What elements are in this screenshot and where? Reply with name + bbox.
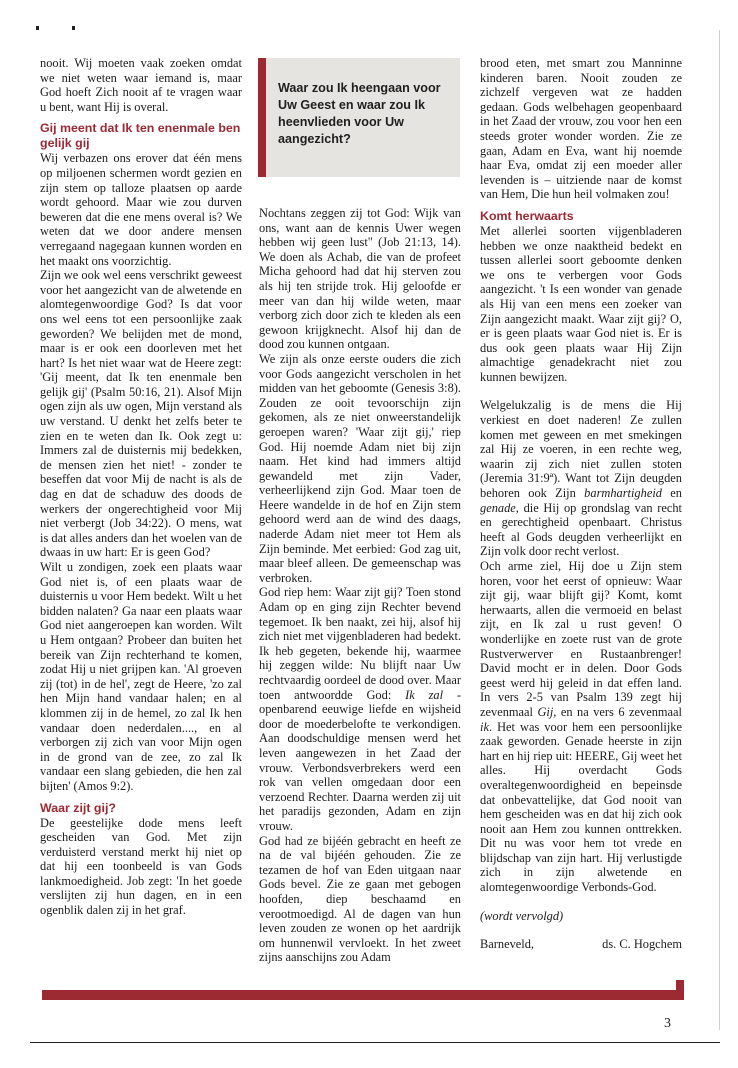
column-right [480, 56, 682, 952]
paragraph [480, 559, 682, 895]
column-left [40, 56, 242, 918]
emphasis: genade [480, 500, 516, 515]
paragraph: brood eten, met smart zou Manninne kinderen baren. Nooit zouden ze zichzelf vergeven wat ze hadden gedaan. Gods welbehagen geopenbaard in het Zaad der vrouw, zou voor hen een steeds groter wonder worden. Zie ze gaan, Adam en Eva, want hij noemde haar Eva, omdat zij een moeder aller levenden is – uitziende naar de komst van Hem, Die hun heil volmaken zou! [480, 56, 682, 202]
section-heading: Komt herwaarts [480, 208, 574, 223]
paragraph: Wilt u zondigen, zoek een plaats waar God niet is, of een plaats waar de duisternis u voor Hem bedekt. Wilt u het bidden nalaten? Ga naar een plaats waar God niet aangeroepen kan worden. Wilt u Hem ontgaan? Probeer dan buiten het bereik van Zijn rechterhand te komen, zodat Hij u niet grijpen kan. 'Al groeven zij (tot) in de hel', zegt de Heere, 'zo zal hen Mijn hand vandaar halen; en al klommen zij in de hemel, zo zal Ik hen vandaar doen nederdalen...., en al verborgen zij zich van voor Mijn ogen in de grond van de zee, zo zal Ik vandaar een slang gebieden, die hen zal bijten' (Amos 9:2). [40, 560, 242, 793]
footer-accent-bar [42, 990, 684, 1000]
text-run: . Het was voor hem een persoonlijke zaak geworden. Genade heerste in zijn hart en hij riep uit: HEERE, Gij weet het alles. Hij overdacht Gods overaltegenwoordigheid en bepeinsde dat onbevattelijke, dat God nooit van hem gescheiden was en dat hij zich ook nooit aan Hem zou kunnen onttrekken. Dit nu was voor hem tot vrede en blijdschap van zijn hart. Hij verlustigde zich in zijn alwetende en alomtegenwoordige Verbonds-God. [480, 719, 682, 895]
paragraph-gap [480, 384, 682, 398]
paragraph: Wij verbazen ons erover dat één mens op miljoenen schermen wordt gezien en zijn stem op talloze plaatsen op aarde wordt gehoord. Maar wie zou durven beweren dat die ene mens overal is? We weten dat we door andere mensen verregaand nagegaan kunnen worden en het maakt ons voorzichtig. [40, 151, 242, 268]
emphasis: barmhartigheid [584, 486, 662, 501]
page-edge-rule [719, 30, 720, 1030]
emphasis: Gij [537, 704, 554, 719]
text-run: , en na vers 6 zevenmaal [553, 704, 682, 719]
to-be-continued-text: (wordt vervolgd) [480, 908, 564, 923]
paragraph: We zijn als onze eerste ouders die zich voor Gods aangezicht verscholen in het midden van het geboomte (Genesis 3:8). Zouden ze ooit tevoorschijn zijn gekomen, als ze niet onweerstandelijk geroepen waren? 'Waar zijt gij,' riep God. Hij noemde Adam niet bij zijn naam. Het kind had immers altijd gewandeld met zijn Vader, verheerlijkend zijn God. Maar toen de Heere wandelde in de hof en Zijn stem gehoord werd aan de wind des daags, naderde Adam niet meer tot Hem als Zijn beminde. Met eerbied: God zag uit, maar bleef alleen. De gemeenschap was verbroken. [259, 351, 461, 585]
paragraph-gap [480, 923, 682, 937]
pull-quote-accent-bar [258, 58, 266, 177]
corner-mark [36, 26, 39, 30]
footer-bar-tip [676, 980, 684, 1000]
pull-quote-box [258, 58, 460, 177]
text-run: - openbarend eeuwige liefde en wijsheid door de moederbelofte te verkondigen. Aan doodschuldige mensen werd het leven aangewezen in het Zaad der vrouw. Verbondsverbrekers werd een rok van vellen omgedaan door een verzoend Rechter. Daarna werden zij uit het paradijs gezonden, Adam en zijn vrouw. [259, 687, 461, 833]
paragraph: Nochtans zeggen zij tot God: Wijk van ons, want aan de kennis Uwer wegen hebben wij geen lust" (Job 21:13, 14). We doen als Achab, die van de profeet Micha gehoord had dat hij sterven zou als hij ten strijde trok. Hij geloofde er meer van dan hij wilde weten, maar verborg zich door zich te kleden als een gewoon krijgknecht. Alsof hij dan de dood zou kunnen ontgaan. [259, 206, 461, 352]
paragraph-gap [480, 895, 682, 909]
signature-place: Barneveld, [480, 937, 535, 952]
to-be-continued [480, 909, 682, 924]
page-number: 3 [664, 1016, 671, 1031]
emphasis: Ik zal [405, 687, 444, 702]
text-run: en [661, 486, 683, 501]
text-run: Welgelukzalig is de mens die Hij verkiest en doet naderen! Ze zullen komen met geween en met smekingen zal Hij ze voeren, in een rechte weg, waarin zij zich niet zullen stoten (Jeremia 31:9ª). Want tot Zijn deugden behoren ook Zijn [480, 398, 682, 501]
text-run: God riep hem: Waar zijt gij? Toen stond Adam op en ging zijn Rechter bevend tegemoet. Ik ben naakt, zei hij, alsof hij zich niet met vijgenbladeren had bedekt. Ik heb gegeten, bekende hij, waarmee hij zeggen wilde: Nu blijft naar Uw rechtvaardig oordeel de dood over. Maar toen antwoordde God: [259, 585, 461, 702]
paragraph: De geestelijke dode mens leeft gescheiden van God. Met zijn verduisterd verstand merkt hij niet op dat hij een toonbeeld is van Gods lankmoedigheid. Job zegt: 'In het goede verslijten zij hun dagen, en in een ogenblik dalen zij in het graf. [40, 815, 242, 918]
corner-mark [72, 26, 75, 30]
paragraph [259, 585, 461, 833]
signature-author: ds. C. Hogchem [602, 937, 682, 952]
paragraph: Met allerlei soorten vijgenbladeren hebben we onze naaktheid bedekt en tussen allerlei soort geboomte denken we ons te verbergen voor Gods aangezicht. 't Is een wonder van genade als Hij van een mens een zoeker van Zijn aangezicht maakt. Waar zijt gij? O, er is geen plaats waar God niet is. Er is dus ook geen plaats waar Hij Zijn almachtige genadekracht niet zou kunnen bewijzen. [480, 223, 682, 384]
page-bottom-rule [30, 1042, 720, 1043]
text-run: , die Hij op grondslag van recht en gerechtigheid openbaart. Christus heeft al Gods deugden verheerlijkt en Zijn volk door recht verlost. [480, 500, 682, 559]
section-heading: Gij meent dat Ik ten enenmale ben gelijk gij [40, 121, 241, 151]
paragraph: nooit. Wij moeten vaak zoeken omdat we niet weten waar iemand is, maar God hoeft Zich nooit af te vragen waar u bent, want Hij is overal. [40, 56, 242, 114]
text-run: Och arme ziel, Hij doe u Zijn stem horen, voor het eerst of opnieuw: Waar zijt gij, waar blijft gij? Komt, komt herwaarts, allen die vermoeid en belast zijt, en Ik zal u rust geven! O wonderlijke en zoete rust van de grote Rustverwerver en Rustaanbrenger! David mocht er in delen. Door Gods geest werd hij geleid in dat effen land. In vers 2-5 van Psalm 139 zegt hij zevenmaal [480, 559, 682, 719]
column-middle [259, 206, 461, 965]
pull-quote-text: Waar zou Ik heengaan voor Uw Geest en waar zou Ik heenvlieden voor Uw aangezicht? [278, 81, 441, 146]
emphasis: ik [480, 719, 489, 734]
paragraph: Zijn we ook wel eens verschrikt geweest voor het aangezicht van de alwetende en alomtegenwoordige God? Is dat voor ons wel eens tot een persoonlijke zaak geworden? We belijden met de mond, maar is er ook een doorleven met het hart? Is het niet waar wat de Heere zegt: 'Gij meent, dat Ik ten enenmale ben gelijk gij' (Psalm 50:16, 21). Alsof Mijn ogen zijn als uw ogen, Mijn verstand als uw verstand. U denkt het zelfs beter te zien en te weten dan Ik. Ook zegt u: Immers zal de duisternis mij bedekken, de mensen zien het niet! - zonder te beseffen dat voor Mij de nacht is als de dag en dat de schaduw des doods de werkers der ongerechtigheid voor Mij niet verbergt (Job 34:22). O mens, wat is dat alles anders dan het woelen van de dwaas in uw hart: Er is geen God? [40, 268, 242, 560]
signature-row [480, 937, 682, 952]
paragraph [480, 398, 682, 559]
section-heading: Waar zijt gij? [40, 800, 116, 815]
paragraph: God had ze bijéén gebracht en heeft ze na de val bijéén gehouden. Zie ze tezamen de hof van Eden uitgaan naar Gods bevel. Zie ze gaan met gebogen hoofden, diep beschaamd en verootmoedigd. Al de dagen van hun leven zouden ze wonen op het aardrijk om hunnenwil vervloekt. In het zweet zijns aanschijns zou Adam [259, 833, 461, 965]
